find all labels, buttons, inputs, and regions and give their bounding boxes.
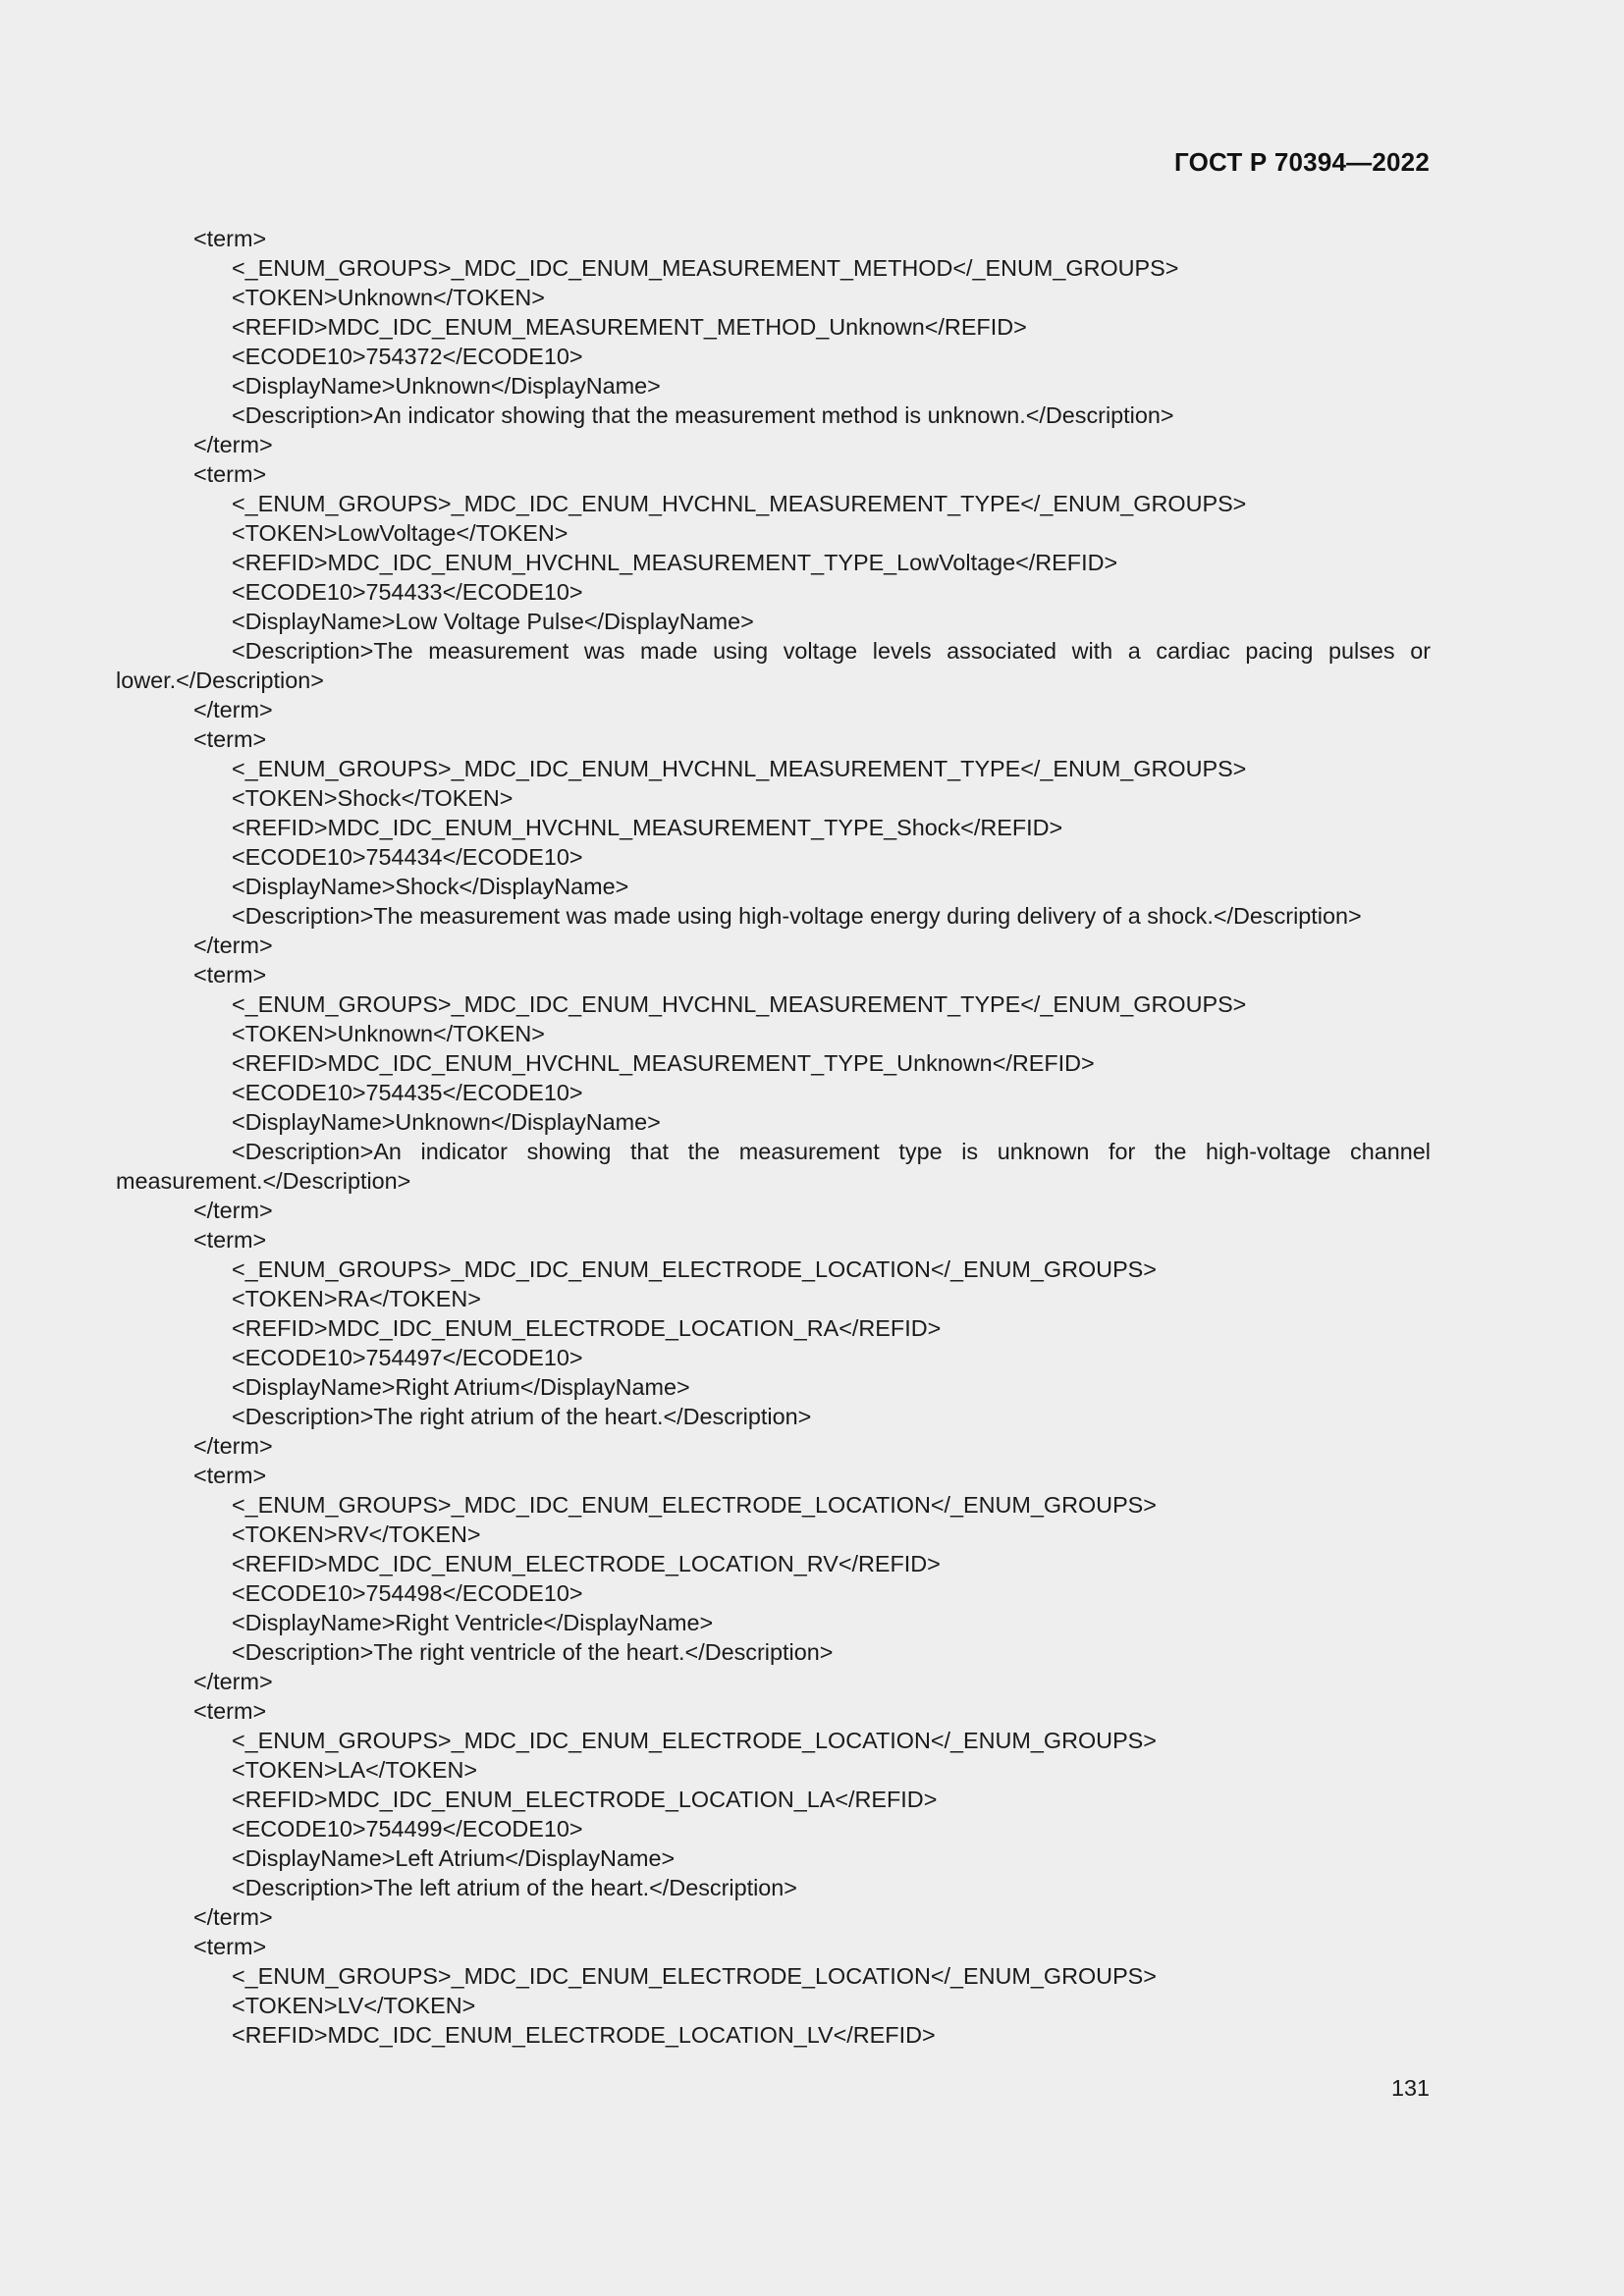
xml-line-text: <_ENUM_GROUPS>_MDC_IDC_ENUM_ELECTRODE_LOCATION</_ENUM_GROUPS> <box>232 1963 1157 1989</box>
xml-line-text: <TOKEN>LowVoltage</TOKEN> <box>232 520 568 546</box>
xml-line-text: <ECODE10>754433</ECODE10> <box>232 579 583 605</box>
xml-line-text: <DisplayName>Low Voltage Pulse</DisplayName> <box>232 609 754 634</box>
xml-line-text: <REFID>MDC_IDC_ENUM_ELECTRODE_LOCATION_RV</REFID> <box>232 1551 941 1576</box>
xml-term-tag: <term> <box>193 461 267 487</box>
xml-line-text: <Description>An indicator showing that the measurement type is unknown for the high-voltage channel <box>232 1139 1431 1164</box>
xml-term-tag: </term> <box>193 933 273 958</box>
xml-line-text: <_ENUM_GROUPS>_MDC_IDC_ENUM_ELECTRODE_LOCATION</_ENUM_GROUPS> <box>232 1492 1157 1518</box>
xml-term-tag: <term> <box>193 226 267 251</box>
xml-term-tag: </term> <box>193 697 273 722</box>
xml-line-text: <DisplayName>Unknown</DisplayName> <box>232 1109 661 1135</box>
xml-line-text: <REFID>MDC_IDC_ENUM_HVCHNL_MEASUREMENT_TYPE_Unknown</REFID> <box>232 1050 1095 1076</box>
xml-line-text: <Description>The measurement was made using voltage levels associated with a cardiac pacing pulses or <box>232 638 1431 664</box>
xml-line-text: <TOKEN>Shock</TOKEN> <box>232 785 514 811</box>
xml-line-text: <_ENUM_GROUPS>_MDC_IDC_ENUM_ELECTRODE_LOCATION</_ENUM_GROUPS> <box>232 1728 1157 1753</box>
xml-line-text: <REFID>MDC_IDC_ENUM_ELECTRODE_LOCATION_LA</REFID> <box>232 1787 938 1812</box>
xml-line-text: <DisplayName>Right Ventricle</DisplayName> <box>232 1610 714 1635</box>
xml-line-text: <DisplayName>Left Atrium</DisplayName> <box>232 1845 676 1871</box>
xml-line-text: <_ENUM_GROUPS>_MDC_IDC_ENUM_HVCHNL_MEASUREMENT_TYPE</_ENUM_GROUPS> <box>232 991 1247 1017</box>
xml-term-tag: </term> <box>193 1198 273 1223</box>
xml-line-text: <ECODE10>754499</ECODE10> <box>232 1816 583 1842</box>
xml-line-text: <DisplayName>Shock</DisplayName> <box>232 874 629 899</box>
xml-line-text: <REFID>MDC_IDC_ENUM_HVCHNL_MEASUREMENT_TYPE_LowVoltage</REFID> <box>232 550 1118 575</box>
xml-line-wrapped <box>116 1137 1431 1196</box>
xml-line-text: <Description>The measurement was made using high-voltage energy during delivery of a shock.</Description> <box>232 903 1362 929</box>
xml-line-text: <TOKEN>Unknown</TOKEN> <box>232 285 545 310</box>
xml-line-text: <TOKEN>RV</TOKEN> <box>232 1522 481 1547</box>
xml-line-continuation: measurement.</Description> <box>116 1168 411 1194</box>
xml-term-tag: </term> <box>193 1433 273 1459</box>
xml-term-tag: </term> <box>193 1669 273 1694</box>
xml-line-text: <TOKEN>Unknown</TOKEN> <box>232 1021 545 1046</box>
xml-line-text: <REFID>MDC_IDC_ENUM_HVCHNL_MEASUREMENT_TYPE_Shock</REFID> <box>232 815 1063 840</box>
xml-line-text: <DisplayName>Right Atrium</DisplayName> <box>232 1374 690 1400</box>
xml-line-text: <TOKEN>RA</TOKEN> <box>232 1286 481 1311</box>
xml-term-tag: </term> <box>193 432 273 457</box>
xml-listing <box>116 224 1431 2050</box>
xml-line-text: <ECODE10>754498</ECODE10> <box>232 1580 583 1606</box>
xml-term-tag: <term> <box>193 726 267 752</box>
xml-line-text: <REFID>MDC_IDC_ENUM_ELECTRODE_LOCATION_RA</REFID> <box>232 1315 942 1341</box>
xml-line-text: <REFID>MDC_IDC_ENUM_MEASUREMENT_METHOD_Unknown</REFID> <box>232 314 1027 340</box>
xml-line-text: <DisplayName>Unknown</DisplayName> <box>232 373 661 399</box>
xml-line-text: <_ENUM_GROUPS>_MDC_IDC_ENUM_HVCHNL_MEASUREMENT_TYPE</_ENUM_GROUPS> <box>232 491 1247 516</box>
xml-line-text: <Description>The right atrium of the heart.</Description> <box>232 1404 812 1429</box>
xml-term-tag: <term> <box>193 1227 267 1253</box>
xml-term-tag: <term> <box>193 1463 267 1488</box>
document-standard-id: ГОСТ Р 70394—2022 <box>1174 147 1430 177</box>
xml-line-text: <REFID>MDC_IDC_ENUM_ELECTRODE_LOCATION_LV</REFID> <box>232 2022 936 2048</box>
xml-term-tag: </term> <box>193 1904 273 1930</box>
xml-line-text: <_ENUM_GROUPS>_MDC_IDC_ENUM_MEASUREMENT_METHOD</_ENUM_GROUPS> <box>232 255 1179 281</box>
xml-line-text: <_ENUM_GROUPS>_MDC_IDC_ENUM_ELECTRODE_LOCATION</_ENUM_GROUPS> <box>232 1256 1157 1282</box>
xml-line-text: <_ENUM_GROUPS>_MDC_IDC_ENUM_HVCHNL_MEASUREMENT_TYPE</_ENUM_GROUPS> <box>232 756 1247 781</box>
xml-term-tag: <term> <box>193 1934 267 1959</box>
xml-line-text: <Description>The left atrium of the heart.</Description> <box>232 1875 797 1900</box>
xml-line-text: <Description>An indicator showing that the measurement method is unknown.</Description> <box>232 402 1174 428</box>
xml-line-text: <Description>The right ventricle of the heart.</Description> <box>232 1639 834 1665</box>
xml-line-wrapped <box>116 636 1431 695</box>
xml-line-text: <ECODE10>754372</ECODE10> <box>232 344 583 369</box>
xml-line-text: <ECODE10>754435</ECODE10> <box>232 1080 583 1105</box>
xml-term-tag: <term> <box>193 962 267 988</box>
xml-line-text: <TOKEN>LA</TOKEN> <box>232 1757 478 1783</box>
xml-line-continuation: lower.</Description> <box>116 667 324 693</box>
xml-line-text: <TOKEN>LV</TOKEN> <box>232 1993 476 2018</box>
xml-line-text: <ECODE10>754497</ECODE10> <box>232 1345 583 1370</box>
page-number: 131 <box>1390 2075 1430 2101</box>
xml-term-tag: <term> <box>193 1698 267 1724</box>
xml-line-text: <ECODE10>754434</ECODE10> <box>232 844 583 870</box>
